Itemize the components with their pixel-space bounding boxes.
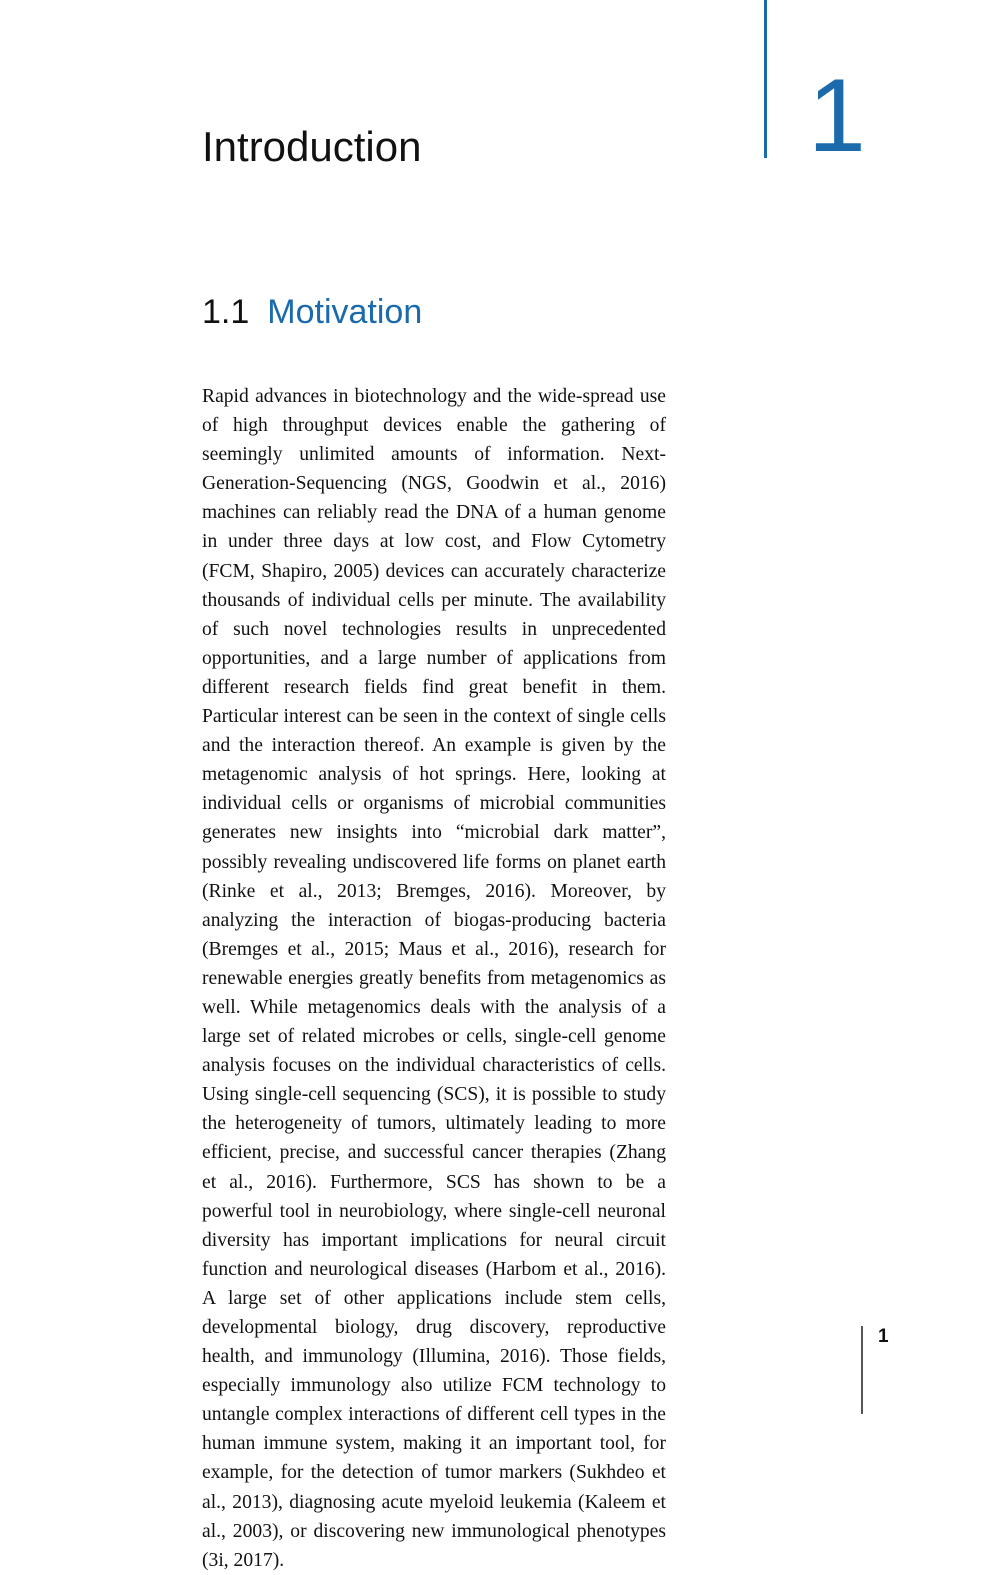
chapter-marker-rule: [764, 0, 767, 158]
section-number: 1.1: [202, 293, 250, 331]
section-title: Motivation: [267, 293, 423, 331]
chapter-title: Introduction: [202, 123, 422, 170]
page-number-rule: [861, 1326, 863, 1414]
section-heading: [202, 294, 422, 331]
page-number: 1: [878, 1326, 889, 1347]
body-paragraph: Rapid advances in biotechnology and the wide-spread use of high throughput devices enable the gathering of seemingly unlimited amounts of information. Next-Generation-Sequencing (NGS, Goodwin et al., 2016) machines can reliably read the DNA of a human genome in under three days at low cost, and Flow Cytometry (FCM, Shapiro, 2005) devices can accurately characterize thousands of individual cells per minute. The availability of such novel technologies results in unprecedented opportunities, and a large number of applications from different research fields find great benefit in them. Particular interest can be seen in the context of single cells and the interaction thereof. An example is given by the metagenomic analysis of hot springs. Here, looking at individual cells or organisms of microbial communities generates new insights into “microbial dark matter”, possibly revealing undiscovered life forms on planet earth (Rinke et al., 2013; Bremges, 2016). Moreover, by analyzing the interaction of biogas-producing bacteria (Bremges et al., 2015; Maus et al., 2016), research for renewable energies greatly benefits from metagenomics as well. While metagenomics deals with the analysis of a large set of related microbes or cells, single-cell genome analysis focuses on the individual characteristics of cells. Using single-cell sequencing (SCS), it is possible to study the heterogeneity of tumors, ultimately leading to more efficient, precise, and successful cancer therapies (Zhang et al., 2016). Furthermore, SCS has shown to be a powerful tool in neurobiology, where single-cell neuronal diversity has important implications for neural circuit function and neurological diseases (Harbom et al., 2016). A large set of other applications include stem cells, developmental biology, drug discovery, reproductive health, and immunology (Illumina, 2016). Those fields, especially immunology also utilize FCM technology to untangle complex interactions of different cell types in the human immune system, making it an important tool, for example, for the detection of tumor markers (Sukhdeo et al., 2013), diagnosing acute myeloid leukemia (Kaleem et al., 2003), or discovering new immunological phenotypes (3i, 2017).: [202, 386, 666, 1571]
chapter-number: 1: [808, 58, 866, 174]
